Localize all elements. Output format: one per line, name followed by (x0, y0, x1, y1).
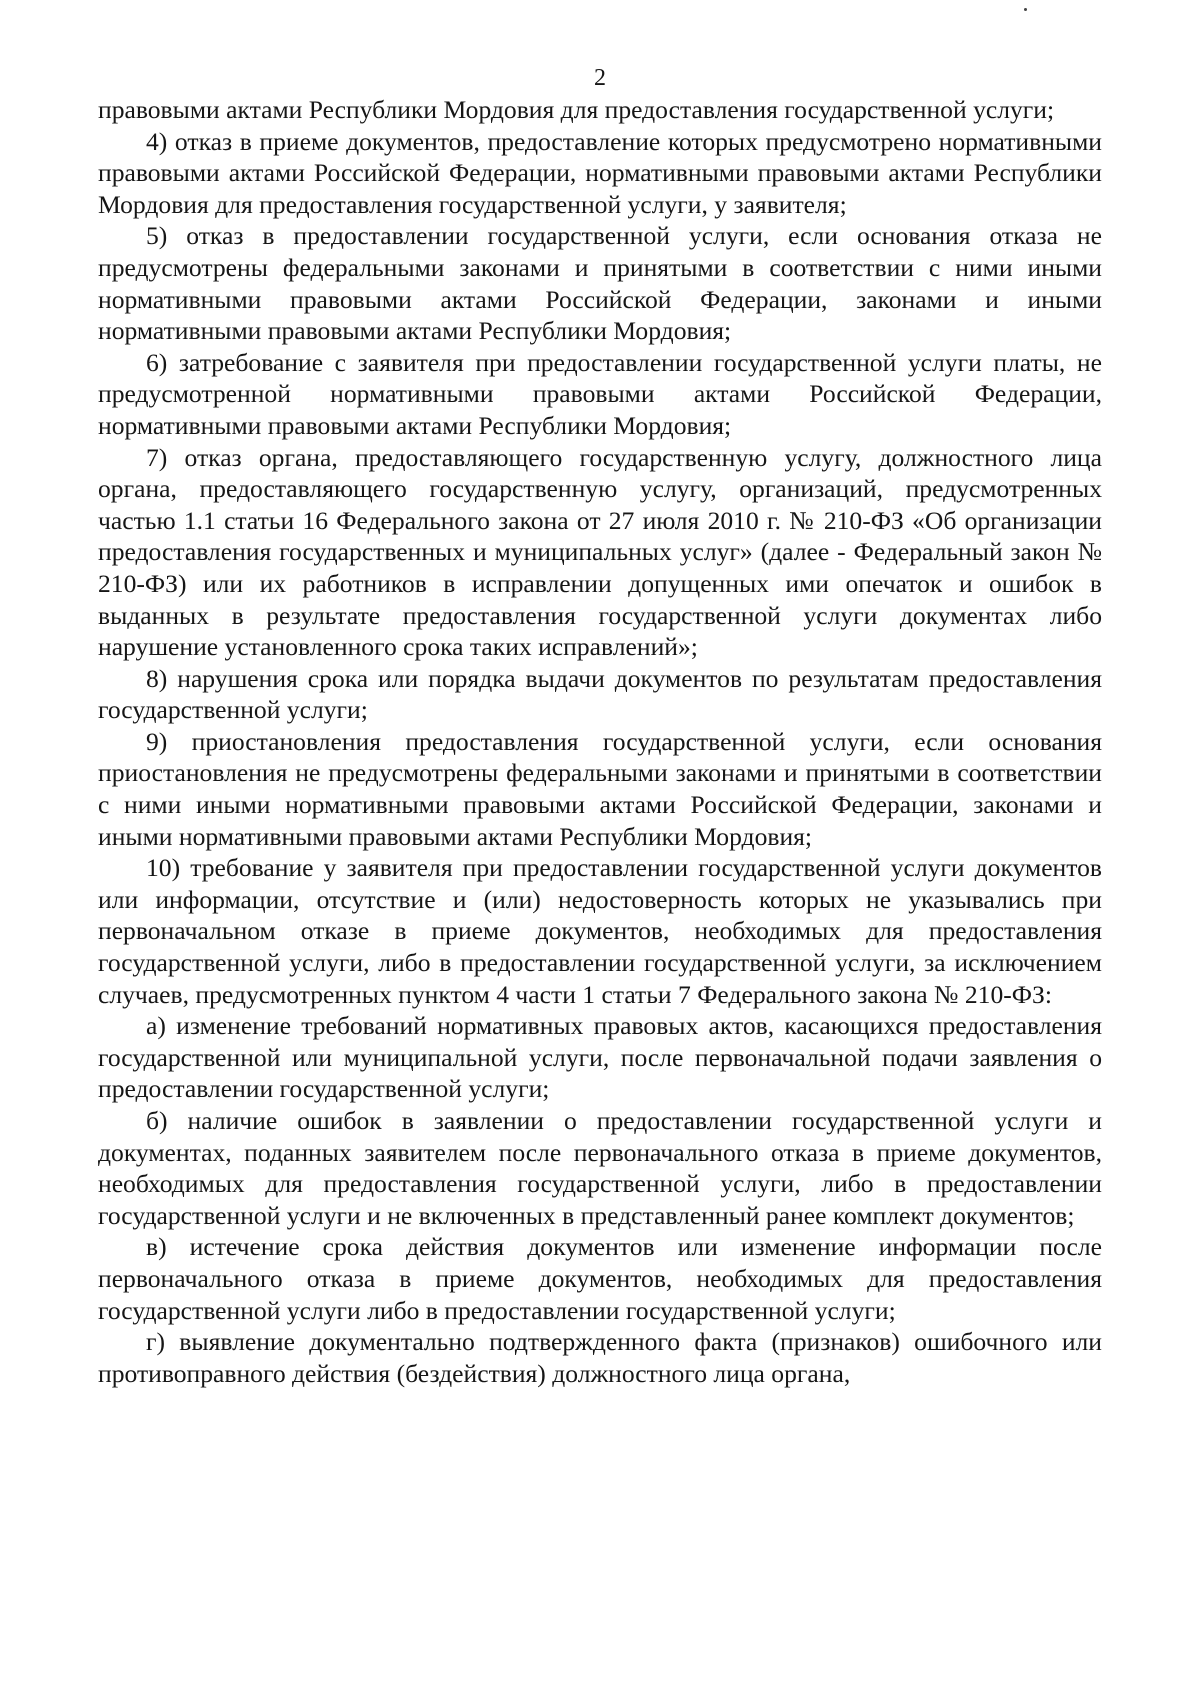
paragraph-continuation: правовыми актами Республики Мордовия для предоставления государственной услуги; (98, 95, 1055, 124)
paragraph-item-9: 9) приостановления предоставления государственной услуги, если основания приостановления не предусмотрены федеральными законами и принятыми в соответствии с ними иными нормативными правовыми актами Российской Федерации, законами и иными нормативными правовыми актами Республики Мордовия; (98, 726, 1102, 851)
paragraph-item-8: 8) нарушения срока или порядка выдачи документов по результатам предоставления государственной услуги; (98, 663, 1102, 725)
scan-speck (1024, 8, 1027, 11)
document-body (98, 94, 1102, 1389)
paragraph-item-6: 6) затребование с заявителя при предоставлении государственной услуги платы, не предусмотренной нормативными правовыми актами Российской Федерации, нормативными правовыми актами Республики Мордовия; (98, 347, 1102, 440)
paragraph-subitem-b: б) наличие ошибок в заявлении о предоставлении государственной услуги и документах, поданных заявителем после первоначального отказа в приеме документов, необходимых для предоставления государственной услуги, либо в предоставлении государственной услуги и не включенных в представленный ранее комплект документов; (98, 1106, 1102, 1230)
paragraph-subitem-g: г) выявление документально подтвержденного факта (признаков) ошибочного или противоправного действия (бездействия) должностного лица органа, (98, 1327, 1102, 1388)
paragraph-subitem-a: а) изменение требований нормативных правовых актов, касающихся предоставления государственной или муниципальной услуги, после первоначальной подачи заявления о предоставлении государственной услуги; (98, 1011, 1102, 1104)
paragraph-item-5: 5) отказ в предоставлении государственной услуги, если основания отказа не предусмотрены федеральными законами и принятыми в соответствии с ними иными нормативными правовыми актами Российской Федерации, законами и иными нормативными правовыми актами Республики Мордовия; (98, 221, 1102, 346)
paragraph-subitem-v: в) истечение срока действия документов или изменение информации после первоначального отказа в приеме документов, необходимых для предоставления государственной услуги либо в предоставлении государственной услуги; (98, 1232, 1102, 1325)
paragraph-item-10: 10) требование у заявителя при предоставлении государственной услуги документов или информации, отсутствие и (или) недостоверность которых не указывались при первоначальном отказе в приеме документов, необходимых для предоставления государственной услуги, либо в предоставлении государственной услуги, за исключением случаев, предусмотренных пунктом 4 части 1 статьи 7 Федерального закона № 210-ФЗ: (98, 853, 1102, 1009)
page-number: 2 (594, 65, 606, 91)
paragraph-item-7: 7) отказ органа, предоставляющего государственную услугу, должностного лица органа, предоставляющего государственную услугу, организаций, предусмотренных частью 1.1 статьи 16 Федерального закона от 27 июля 2010 г. № 210-ФЗ «Об организации предоставления государственных и муниципальных услуг» (далее - Федеральный закон № 210-ФЗ) или их работников в исправлении допущенных ими опечаток и ошибок в выданных в результате предоставления государственной услуги документах либо нарушение установленного срока таких исправлений»; (98, 442, 1102, 662)
paragraph-item-4: 4) отказ в приеме документов, предоставление которых предусмотрено нормативными правовыми актами Российской Федерации, нормативными правовыми актами Республики Мордовия для предоставления государственной услуги, у заявителя; (98, 126, 1102, 219)
